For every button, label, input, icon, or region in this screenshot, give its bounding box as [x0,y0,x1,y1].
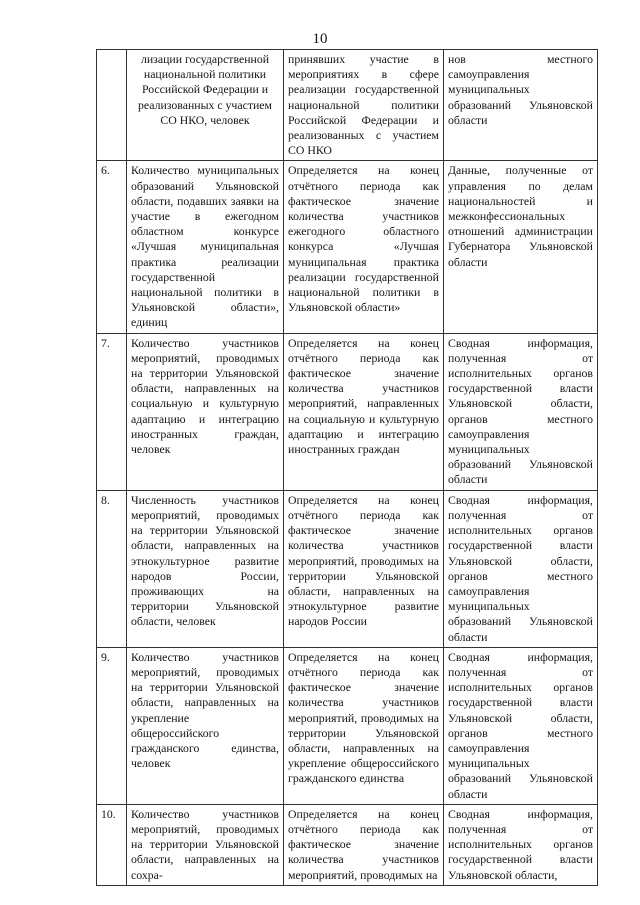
row-number-cell [97,50,127,161]
calculation-method-text: принявших участие в мероприятиях в сфере реализации государственной национальной политики Российской Федерации и реализованных с участием СО НКО [288,52,439,158]
indicator-name-cell [127,50,284,161]
table-row [97,161,598,333]
calculation-method-text: Определяется на конец отчётного периода как фактическое значение количества участников мероприятий, проводимых на территории Ульяновской области, направленных на укрепление общероссийского гражданского единства [288,649,439,786]
indicator-name-text: Количество участников мероприятий, проводимых на территории Ульяновской области, направленных на социальную и культурную адаптацию и интеграцию иностранных граждан, человек [131,335,279,457]
indicator-name-cell [127,804,284,885]
calculation-method-cell [284,333,444,490]
page-number: 10 [312,31,328,47]
indicator-name-cell [127,490,284,647]
calculation-method-text: Определяется на конец отчётного периода как фактическое значение количества участников ежегодного областного конкурса «Лучшая муниципальная практика реализации государственной национальной политики в Ульяновской области» [288,163,439,315]
row-number: 8. [101,492,110,507]
table-row [97,647,598,804]
indicator-name-text: Количество участников мероприятий, проводимых на территории Ульяновской области, направленных на укрепление общероссийского гражданского единства, человек [131,649,279,771]
data-source-text: Сводная информация, полученная от исполнительных органов государственной власти Ульяновской области, органов местного самоуправления муниципальных образований Ульяновской области [448,649,593,801]
data-source-cell [444,161,598,333]
indicator-name-cell [127,333,284,490]
indicators-table [96,49,598,886]
indicator-name-text: лизации государственной национальной политики Российской Федерации и реализованных с участием СО НКО, человек [137,52,273,127]
calculation-method-text: Определяется на конец отчётного периода как фактическое значение количества участников мероприятий, направленных на социальную и культурную адаптацию и интеграцию иностранных граждан [288,335,439,457]
calculation-method-cell [284,50,444,161]
data-source-cell [444,50,598,161]
calculation-method-text: Определяется на конец отчётного периода как фактическое значение количества участников мероприятий, проводимых на [288,806,439,882]
row-number-cell [97,804,127,885]
calculation-method-text: Определяется на конец отчётного периода как фактическое значение количества участников мероприятий, проводимых на территории Ульяновской области, направленных на этнокультурное развитие народов России [288,492,439,629]
calculation-method-cell [284,647,444,804]
indicator-name-cell [127,647,284,804]
indicator-name-text: Количество муниципальных образований Ульяновской области, подавших заявки на участие в ежегодном областном конкурсе «Лучшая муниципальная практика реализации государственной национальной политики в Ульяновской области», единиц [131,163,279,330]
row-number: 9. [101,649,110,664]
data-source-cell [444,333,598,490]
calculation-method-cell [284,804,444,885]
data-source-cell [444,804,598,885]
data-source-text: нов местного самоуправления муниципальных образований Ульяновской области [448,52,593,127]
row-number-cell [97,333,127,490]
data-source-text: Сводная информация, полученная от исполнительных органов государственной власти Ульяновской области, [448,806,593,882]
table-row [97,490,598,647]
data-source-cell [444,490,598,647]
row-number: 6. [101,163,110,178]
row-number-cell [97,161,127,333]
row-number: 7. [101,335,110,350]
row-number-cell [97,647,127,804]
data-source-cell [444,647,598,804]
table-row [97,333,598,490]
calculation-method-cell [284,161,444,333]
data-source-text: Данные, полученные от управления по делам национальностей и межконфессиональных отношений администрации Губернатора Ульяновской области [448,163,593,269]
row-number-cell [97,490,127,647]
data-source-text: Сводная информация, полученная от исполнительных органов государственной власти Ульяновской области, органов местного самоуправления муниципальных образований Ульяновской области [448,492,593,644]
indicator-name-text: Количество участников мероприятий, проводимых на территории Ульяновской области, направленных на сохра- [131,806,279,882]
calculation-method-cell [284,490,444,647]
data-source-text: Сводная информация, полученная от исполнительных органов государственной власти Ульяновской области, органов местного самоуправления муниципальных образований Ульяновской области [448,335,593,487]
indicator-name-text: Численность участников мероприятий, проводимых на территории Ульяновской области, направленных на этнокультурное развитие народов России, проживающих на территории Ульяновской области, человек [131,492,279,629]
row-number: 10. [101,806,116,821]
indicator-name-cell [127,161,284,333]
table-row-continuation [97,50,598,161]
table-row [97,804,598,885]
